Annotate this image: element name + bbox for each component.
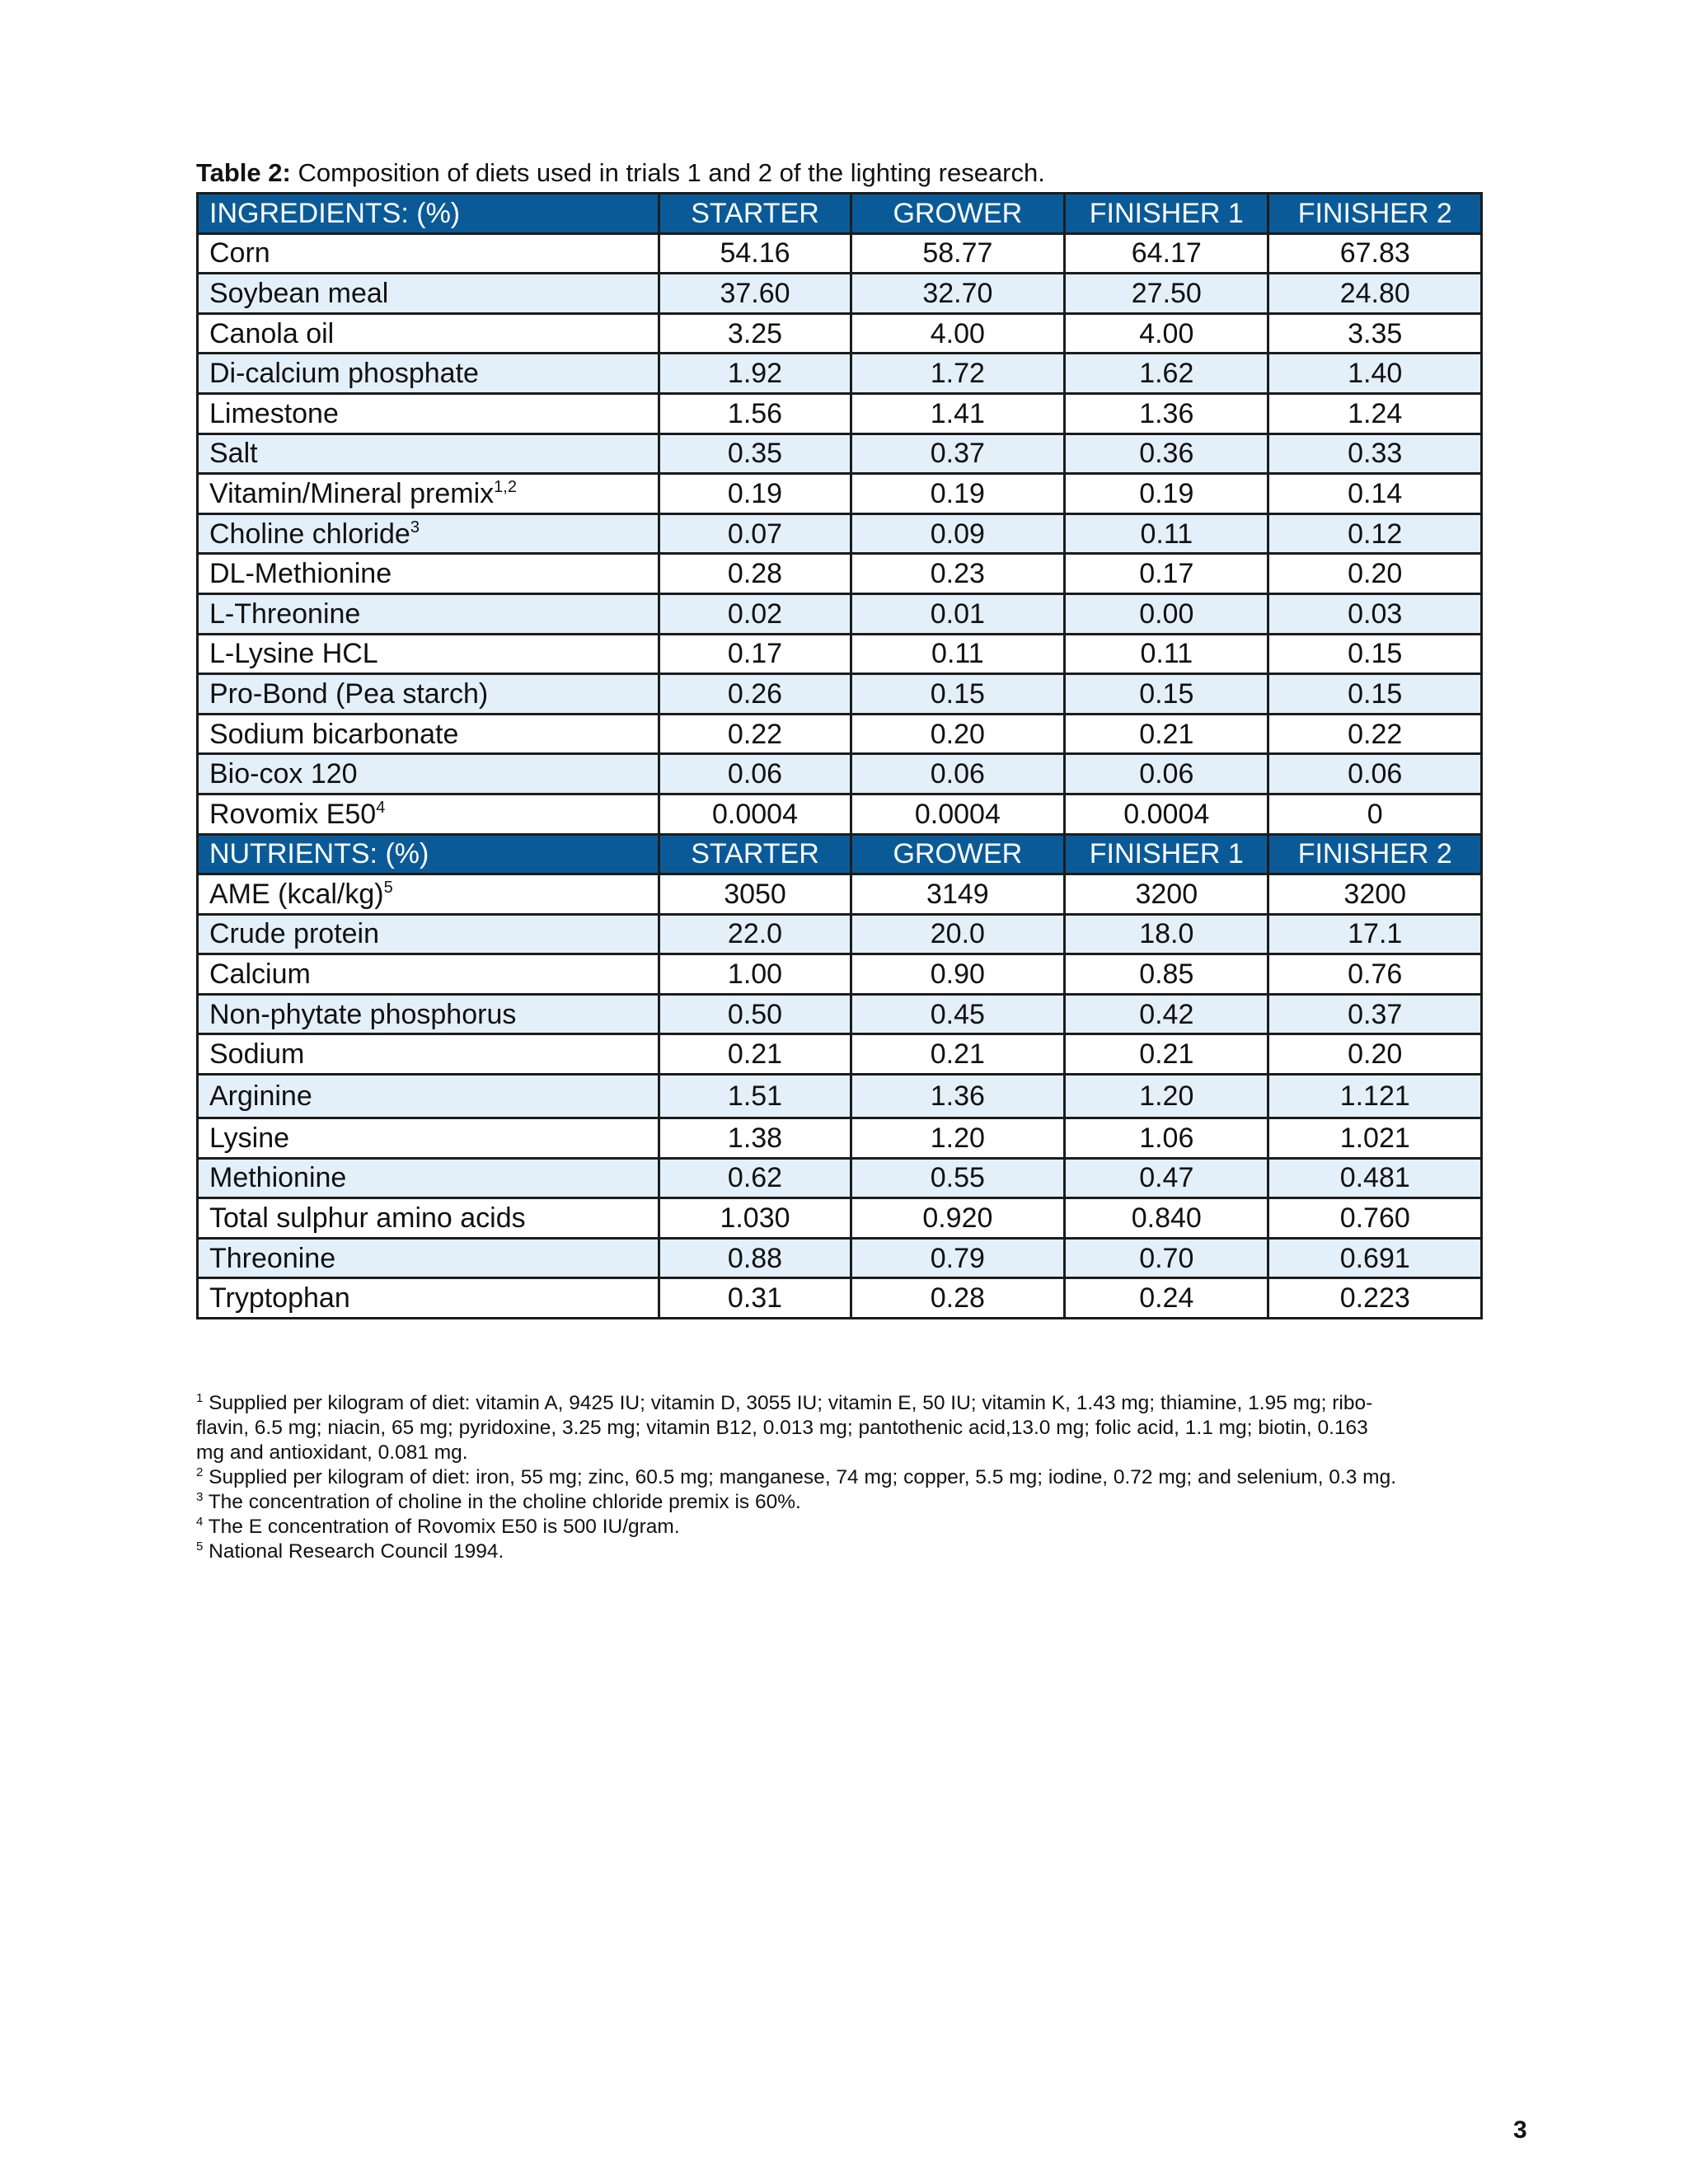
value-cell: 0.15 [1065, 674, 1268, 715]
value-cell: 0.88 [659, 1238, 851, 1278]
table-row [198, 674, 1482, 715]
row-name-cell [198, 994, 659, 1034]
value-cell: 54.16 [659, 233, 851, 274]
table-row [198, 714, 1482, 754]
row-name: L-Threonine [209, 598, 361, 630]
value-cell: 0.07 [659, 513, 851, 554]
value-cell: 3.25 [659, 313, 851, 354]
row-name-cell [198, 874, 659, 915]
value-cell: 0.17 [1065, 554, 1268, 594]
value-cell: 1.62 [1065, 354, 1268, 394]
value-cell: 0 [1268, 794, 1482, 834]
value-cell: 0.22 [1268, 714, 1482, 754]
value-cell: 1.030 [659, 1198, 851, 1239]
value-cell: 27.50 [1065, 274, 1268, 314]
value-cell: 1.06 [1065, 1118, 1268, 1159]
footnote-text: flavin, 6.5 mg; niacin, 65 mg; pyridoxine, 3.25 mg; vitamin B12, 0.013 mg; pantothenic acid,13.0 mg; folic acid, 1.1 mg; biotin, 0.163 [196, 1417, 1368, 1439]
footnote-text: The concentration of choline in the choline chloride premix is 60%. [208, 1491, 801, 1513]
value-cell: 1.40 [1268, 354, 1482, 394]
value-cell: 0.17 [659, 634, 851, 674]
row-name: Bio-cox 120 [209, 758, 358, 790]
row-name-cell [198, 714, 659, 754]
row-name-cell [198, 1118, 659, 1159]
value-cell: 0.28 [851, 1278, 1064, 1319]
value-cell: 0.15 [1268, 674, 1482, 715]
table-row [198, 354, 1482, 394]
row-name-cell [198, 554, 659, 594]
footnote-text: Supplied per kilogram of diet: vitamin A, 9425 IU; vitamin D, 3055 IU; vitamin E, 50 IU; vitamin K, 1.43 mg; thiamine, 1.95 mg; ribo- [209, 1392, 1373, 1414]
column-header: STARTER [659, 834, 851, 874]
table-row [198, 513, 1482, 554]
value-cell: 0.22 [659, 714, 851, 754]
value-cell: 0.76 [1268, 954, 1482, 995]
value-cell: 0.0004 [659, 794, 851, 834]
footnote-mark: 3 [196, 1490, 204, 1504]
footnote-line [196, 1515, 1498, 1540]
value-cell: 3200 [1065, 874, 1268, 915]
footnote-ref: 3 [410, 518, 420, 537]
row-name-cell [198, 1158, 659, 1198]
value-cell: 1.24 [1268, 393, 1482, 434]
column-header: STARTER [659, 194, 851, 234]
row-name-cell [198, 393, 659, 434]
value-cell: 0.03 [1268, 593, 1482, 634]
value-cell: 32.70 [851, 274, 1064, 314]
row-name: Sodium [209, 1038, 305, 1071]
value-cell: 1.021 [1268, 1118, 1482, 1159]
table-row [198, 1198, 1482, 1239]
value-cell: 22.0 [659, 914, 851, 954]
row-name-cell [198, 914, 659, 954]
footnote-line [196, 1540, 1498, 1564]
footnote-mark: 4 [196, 1515, 204, 1529]
table-row [198, 434, 1482, 474]
value-cell: 0.06 [1065, 754, 1268, 794]
footnote-ref: 4 [376, 798, 386, 817]
row-name: Canola oil [209, 317, 335, 349]
row-name: Non-phytate phosphorus [209, 998, 517, 1030]
row-name: Threonine [209, 1242, 336, 1274]
row-name-cell [198, 1198, 659, 1239]
diet-composition-table [196, 192, 1483, 1319]
value-cell: 0.37 [1268, 994, 1482, 1034]
value-cell: 0.15 [851, 674, 1064, 715]
value-cell: 24.80 [1268, 274, 1482, 314]
row-name-cell [198, 1034, 659, 1075]
row-name: Methionine [209, 1162, 347, 1194]
footnote-line [196, 1416, 1498, 1441]
value-cell: 64.17 [1065, 233, 1268, 274]
row-name: Tryptophan [209, 1282, 350, 1315]
value-cell: 1.38 [659, 1118, 851, 1159]
page-number: 3 [1513, 2116, 1527, 2144]
value-cell: 0.06 [659, 754, 851, 794]
row-name: Corn [209, 237, 270, 269]
value-cell: 0.01 [851, 593, 1064, 634]
footnote-ref: 5 [383, 878, 393, 897]
value-cell: 1.20 [851, 1118, 1064, 1159]
footnote-mark: 5 [196, 1540, 204, 1554]
column-header: GROWER [851, 834, 1064, 874]
diet-table-body [198, 194, 1482, 1319]
row-name: Vitamin/Mineral premix [209, 477, 495, 509]
column-header: FINISHER 2 [1268, 834, 1482, 874]
value-cell: 0.481 [1268, 1158, 1482, 1198]
footnote-line [196, 1465, 1498, 1490]
row-name: Calcium [209, 958, 311, 991]
row-name: Di-calcium phosphate [209, 358, 479, 390]
footnote-line [196, 1490, 1498, 1515]
value-cell: 1.92 [659, 354, 851, 394]
value-cell: 0.26 [659, 674, 851, 715]
value-cell: 0.36 [1065, 434, 1268, 474]
value-cell: 1.51 [659, 1075, 851, 1118]
value-cell: 0.760 [1268, 1198, 1482, 1239]
section-header-row [198, 834, 1482, 874]
row-name-cell [198, 794, 659, 834]
value-cell: 0.920 [851, 1198, 1064, 1239]
value-cell: 0.20 [1268, 1034, 1482, 1075]
value-cell: 4.00 [851, 313, 1064, 354]
value-cell: 0.06 [851, 754, 1064, 794]
value-cell: 0.00 [1065, 593, 1268, 634]
row-name: Limestone [209, 397, 339, 429]
value-cell: 0.21 [1065, 714, 1268, 754]
table-row [198, 1118, 1482, 1159]
table-row [198, 754, 1482, 794]
row-name-cell [198, 634, 659, 674]
value-cell: 0.21 [1065, 1034, 1268, 1075]
row-name: Crude protein [209, 918, 380, 950]
value-cell: 4.00 [1065, 313, 1268, 354]
section-header-row [198, 194, 1482, 234]
value-cell: 0.14 [1268, 474, 1482, 514]
row-name-cell [198, 674, 659, 715]
value-cell: 0.21 [659, 1034, 851, 1075]
value-cell: 0.06 [1268, 754, 1482, 794]
table-row [198, 1278, 1482, 1319]
value-cell: 67.83 [1268, 233, 1482, 274]
row-name-cell [198, 1238, 659, 1278]
value-cell: 1.00 [659, 954, 851, 995]
row-name-cell [198, 513, 659, 554]
value-cell: 0.20 [851, 714, 1064, 754]
row-name-cell [198, 954, 659, 995]
footnote-text: National Research Council 1994. [209, 1540, 504, 1563]
value-cell: 3200 [1268, 874, 1482, 915]
footnote-text: mg and antioxidant, 0.081 mg. [196, 1441, 468, 1464]
value-cell: 0.24 [1065, 1278, 1268, 1319]
row-name-cell [198, 1278, 659, 1319]
value-cell: 0.20 [1268, 554, 1482, 594]
value-cell: 0.840 [1065, 1198, 1268, 1239]
value-cell: 1.41 [851, 393, 1064, 434]
table-row [198, 233, 1482, 274]
table-row [198, 554, 1482, 594]
value-cell: 0.47 [1065, 1158, 1268, 1198]
table-row [198, 593, 1482, 634]
value-cell: 0.09 [851, 513, 1064, 554]
row-name: Choline chloride [209, 518, 410, 550]
value-cell: 0.31 [659, 1278, 851, 1319]
value-cell: 0.11 [1065, 634, 1268, 674]
value-cell: 0.33 [1268, 434, 1482, 474]
value-cell: 58.77 [851, 233, 1064, 274]
row-name: Lysine [209, 1122, 290, 1154]
value-cell: 0.37 [851, 434, 1064, 474]
row-name: Salt [209, 438, 258, 470]
value-cell: 0.11 [1065, 513, 1268, 554]
column-header: FINISHER 1 [1065, 834, 1268, 874]
table-row [198, 994, 1482, 1034]
row-name-cell [198, 593, 659, 634]
table-row [198, 274, 1482, 314]
table-caption-text: Composition of diets used in trials 1 and 2 of the lighting research. [290, 158, 1045, 187]
footnote-line [196, 1391, 1498, 1416]
value-cell: 0.50 [659, 994, 851, 1034]
value-cell: 0.19 [851, 474, 1064, 514]
value-cell: 20.0 [851, 914, 1064, 954]
value-cell: 0.11 [851, 634, 1064, 674]
footnote-line [196, 1441, 1498, 1465]
table-row [198, 1238, 1482, 1278]
column-header: FINISHER 2 [1268, 194, 1482, 234]
value-cell: 37.60 [659, 274, 851, 314]
footnote-text: Supplied per kilogram of diet: iron, 55 mg; zinc, 60.5 mg; manganese, 74 mg; copper, 5.5 mg; iodine, 0.72 mg; and selenium, 0.3 mg. [209, 1466, 1397, 1488]
value-cell: 0.691 [1268, 1238, 1482, 1278]
row-name-cell [198, 354, 659, 394]
value-cell: 0.35 [659, 434, 851, 474]
table-caption-label: Table 2: [196, 158, 291, 187]
value-cell: 1.36 [851, 1075, 1064, 1118]
value-cell: 3.35 [1268, 313, 1482, 354]
value-cell: 0.90 [851, 954, 1064, 995]
table-row [198, 1158, 1482, 1198]
table-row [198, 313, 1482, 354]
value-cell: 0.62 [659, 1158, 851, 1198]
value-cell: 1.20 [1065, 1075, 1268, 1118]
value-cell: 0.28 [659, 554, 851, 594]
value-cell: 0.19 [659, 474, 851, 514]
row-name: Rovomix E50 [209, 798, 377, 830]
value-cell: 0.23 [851, 554, 1064, 594]
value-cell: 0.70 [1065, 1238, 1268, 1278]
row-name: Pro-Bond (Pea starch) [209, 677, 489, 710]
value-cell: 0.79 [851, 1238, 1064, 1278]
value-cell: 0.0004 [1065, 794, 1268, 834]
table-row [198, 393, 1482, 434]
row-name: Arginine [209, 1080, 312, 1113]
table-caption [196, 157, 1482, 190]
value-cell: 17.1 [1268, 914, 1482, 954]
section-header-label: INGREDIENTS: (%) [198, 194, 659, 234]
table-row [198, 794, 1482, 834]
table-row [198, 954, 1482, 995]
row-name: Total sulphur amino acids [209, 1202, 526, 1235]
value-cell: 0.21 [851, 1034, 1064, 1075]
table-row [198, 474, 1482, 514]
table-row [198, 874, 1482, 915]
footnote-mark: 1 [196, 1391, 204, 1405]
row-name-cell [198, 754, 659, 794]
value-cell: 0.55 [851, 1158, 1064, 1198]
table-row [198, 1034, 1482, 1075]
row-name-cell [198, 233, 659, 274]
row-name-cell [198, 313, 659, 354]
footnote-ref: 1,2 [494, 477, 517, 496]
table-row [198, 634, 1482, 674]
value-cell: 1.56 [659, 393, 851, 434]
value-cell: 0.45 [851, 994, 1064, 1034]
row-name-cell [198, 274, 659, 314]
column-header: GROWER [851, 194, 1064, 234]
value-cell: 1.121 [1268, 1075, 1482, 1118]
value-cell: 0.85 [1065, 954, 1268, 995]
value-cell: 1.36 [1065, 393, 1268, 434]
value-cell: 0.0004 [851, 794, 1064, 834]
row-name: DL-Methionine [209, 558, 392, 590]
value-cell: 3050 [659, 874, 851, 915]
value-cell: 0.12 [1268, 513, 1482, 554]
column-header: FINISHER 1 [1065, 194, 1268, 234]
footnote-mark: 2 [196, 1465, 204, 1479]
row-name-cell [198, 474, 659, 514]
row-name: Sodium bicarbonate [209, 718, 459, 750]
section-header-label: NUTRIENTS: (%) [198, 834, 659, 874]
row-name-cell [198, 434, 659, 474]
row-name-cell [198, 1075, 659, 1118]
table-row [198, 1075, 1482, 1118]
row-name: Soybean meal [209, 277, 389, 309]
table-row [198, 914, 1482, 954]
value-cell: 1.72 [851, 354, 1064, 394]
value-cell: 3149 [851, 874, 1064, 915]
row-name: AME (kcal/kg) [209, 878, 384, 910]
value-cell: 0.42 [1065, 994, 1268, 1034]
value-cell: 0.223 [1268, 1278, 1482, 1319]
footnotes [196, 1391, 1498, 1564]
value-cell: 0.02 [659, 593, 851, 634]
value-cell: 0.19 [1065, 474, 1268, 514]
row-name: L-Lysine HCL [209, 638, 378, 670]
value-cell: 18.0 [1065, 914, 1268, 954]
footnote-text: The E concentration of Rovomix E50 is 500 IU/gram. [208, 1516, 680, 1538]
value-cell: 0.15 [1268, 634, 1482, 674]
